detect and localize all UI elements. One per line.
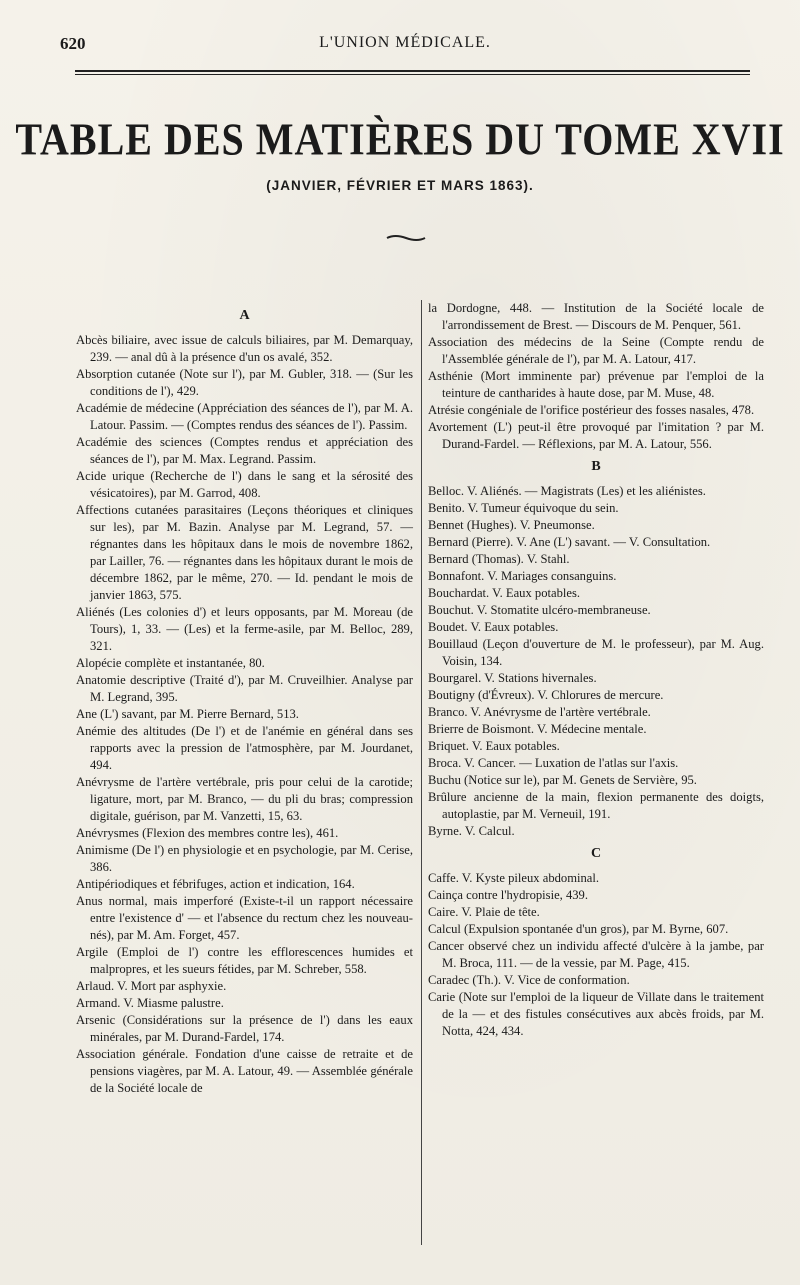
index-entry: Bouillaud (Leçon d'ouverture de M. le professeur), par M. Aug. Voisin, 134. [428,637,764,668]
index-entry: Arlaud. V. Mort par asphyxie. [76,979,227,993]
section-letter-a: A [239,308,250,323]
index-entry: Caffe. V. Kyste pileux abdominal. [428,871,600,885]
index-entry: Anémie des altitudes (De l') et de l'anémie en général dans ses rapports avec la pression de l'atmosphère, par M. Jourdanet, 494. [76,724,413,772]
index-entry: la Dordogne, 448. — Institution de la Société locale de l'arrondissement de Brest. — Discours de M. Penquer, 561. [428,301,764,332]
index-entry: Bernard (Thomas). V. Stahl. [428,552,570,566]
index-entry: Bouchardat. V. Eaux potables. [428,586,581,600]
index-entry: Arsenic (Considérations sur la présence de l') dans les eaux minérales, par M. Durand-Fardel, 174. [76,1013,413,1044]
index-entry: Aliénés (Les colonies d') et leurs opposants, par M. Moreau (de Tours), 1, 33. — (Les) et la ferme-asile, par M. Belloc, 289, 321. [76,605,413,653]
index-entry: Boutigny (d'Évreux). V. Chlorures de mercure. [428,688,664,702]
index-entry: Belloc. V. Aliénés. — Magistrats (Les) et les aliénistes. [428,484,706,498]
index-entry: Ane (L') savant, par M. Pierre Bernard, 513. [76,707,299,721]
table-subtitle: (JANVIER, FÉVRIER ET MARS 1863). [266,178,534,193]
index-entry: Broca. V. Cancer. — Luxation de l'atlas sur l'axis. [428,756,679,770]
index-entry: Argile (Emploi de l') contre les efflorescences humides et malpropres, et les sueurs fétides, par M. Schreber, 558. [76,945,413,976]
index-entry: Animisme (De l') en physiologie et en psychologie, par M. Cerise, 386. [76,843,413,874]
header-rule-thin [75,74,750,75]
page-header [60,34,750,58]
section-letter-b: B [591,459,601,474]
index-entry: Atrésie congéniale de l'orifice postérieur des fosses nasales, 478. [428,403,755,417]
index-entry: Académie des sciences (Comptes rendus et appréciation des séances de l'), par M. Max. Legrand. Passim. [76,435,413,466]
table-title: TABLE DES MATIÈRES DU TOME XVII [15,113,785,165]
index-entry: Caire. V. Plaie de tête. [428,905,540,919]
index-entry: Cainça contre l'hydropisie, 439. [428,888,588,902]
index-entry: Absorption cutanée (Note sur l'), par M. Gubler, 318. — (Sur les conditions de l'), 429. [76,367,413,398]
index-entry: Caradec (Th.). V. Vice de conformation. [428,973,630,987]
index-entry: Bonnafont. V. Mariages consanguins. [428,569,617,583]
index-entry: Buchu (Notice sur le), par M. Genets de Servière, 95. [428,773,697,787]
index-entry: Affections cutanées parasitaires (Leçons théoriques et cliniques sur les), par M. Bazin. Analyse par M. Legrand, 57. — régnantes dans les hôpitaux dans le mois de novembre 1862, par Lailler, 76. — régnantes dans les hôpitaux durant le mois de décembre 1862, par le même, 270. — Id. pendant le mois de janvier 1863, 575. [76,503,413,602]
index-entry: Carie (Note sur l'emploi de la liqueur de Villate dans le traitement de la — et des fistules consécutives aux abcès froids, par M. Notta, 424, 434. [428,990,764,1038]
ornament-dash [385,232,427,244]
index-entry: Brûlure ancienne de la main, flexion permanente des doigts, autoplastie, par M. Verneuil, 191. [428,790,764,821]
index-entry: Bouchut. V. Stomatite ulcéro-membraneuse. [428,603,651,617]
index-entry: Briquet. V. Eaux potables. [428,739,560,753]
index-entry: Antipériodiques et fébrifuges, action et indication, 164. [76,877,355,891]
index-entry: Cancer observé chez un individu affecté d'ulcère à la jambe, par M. Broca, 111. — de la vessie, par M. Page, 415. [428,939,764,970]
index-entry: Anévrysmes (Flexion des membres contre les), 461. [76,826,339,840]
running-title: L'UNION MÉDICALE. [319,34,491,51]
index-entry: Académie de médecine (Appréciation des séances de l'), par M. A. Latour. Passim. — (Comptes rendus des séances de l'). Passim. [76,401,413,432]
index-entry: Avortement (L') peut-il être provoqué par l'imitation ? par M. Durand-Fardel. — Réflexions, par M. A. Latour, 556. [428,420,764,451]
index-entry: Boudet. V. Eaux potables. [428,620,559,634]
section-letter-c: C [590,846,602,861]
column-divider [421,300,422,1245]
header-rule [75,70,750,72]
right-column [428,300,764,1040]
index-entry: Bourgarel. V. Stations hivernales. [428,671,597,685]
index-entry: Branco. V. Anévrysme de l'artère vertébrale. [428,705,651,719]
index-entry: Bernard (Pierre). V. Ane (L') savant. — V. Consultation. [428,535,711,549]
index-entry: Acide urique (Recherche de l') dans le sang et la sérosité des vésicatoires), par M. Garrod, 408. [76,469,413,500]
index-entry: Brierre de Boismont. V. Médecine mentale. [428,722,647,736]
index-entry: Association des médecins de la Seine (Compte rendu de l'Assemblée générale de l'), par M. A. Latour, 417. [428,335,764,366]
index-entry: Benito. V. Tumeur équivoque du sein. [428,501,619,515]
index-entry: Byrne. V. Calcul. [428,824,515,838]
index-entry: Anévrysme de l'artère vertébrale, pris pour celui de la carotide; ligature, mort, par M. Branco, — du pli du bras; compression digitale, guérison, par M. Vanzetti, 15, 63. [76,775,413,823]
index-entry: Alopécie complète et instantanée, 80. [76,656,265,670]
index-entry: Armand. V. Miasme palustre. [76,996,224,1010]
index-entry: Abcès biliaire, avec issue de calculs biliaires, par M. Demarquay, 239. — anal dû à la présence d'un os avalé, 352. [76,333,413,364]
index-entry: Association générale. Fondation d'une caisse de retraite et de pensions viagères, par M. A. Latour, 49. — Assemblée générale de la Société locale de [76,1047,413,1095]
index-entry: Calcul (Expulsion spontanée d'un gros), par M. Byrne, 607. [428,922,729,936]
index-entry: Anus normal, mais imperforé (Existe-t-il un rapport nécessaire entre l'existence d' — et l'absence du rectum chez les nouveau-nés), par M. Am. Forget, 457. [76,894,413,942]
index-entry: Asthénie (Mort imminente par) prévenue par l'emploi de la teinture de cantharides à haute dose, par M. Muse, 48. [428,369,764,400]
index-entry: Bennet (Hughes). V. Pneumonse. [428,518,595,532]
left-column [76,304,413,1097]
index-entry: Anatomie descriptive (Traité d'), par M. Cruveilhier. Analyse par M. Legrand, 395. [76,673,413,704]
page-number: 620 [60,34,86,53]
